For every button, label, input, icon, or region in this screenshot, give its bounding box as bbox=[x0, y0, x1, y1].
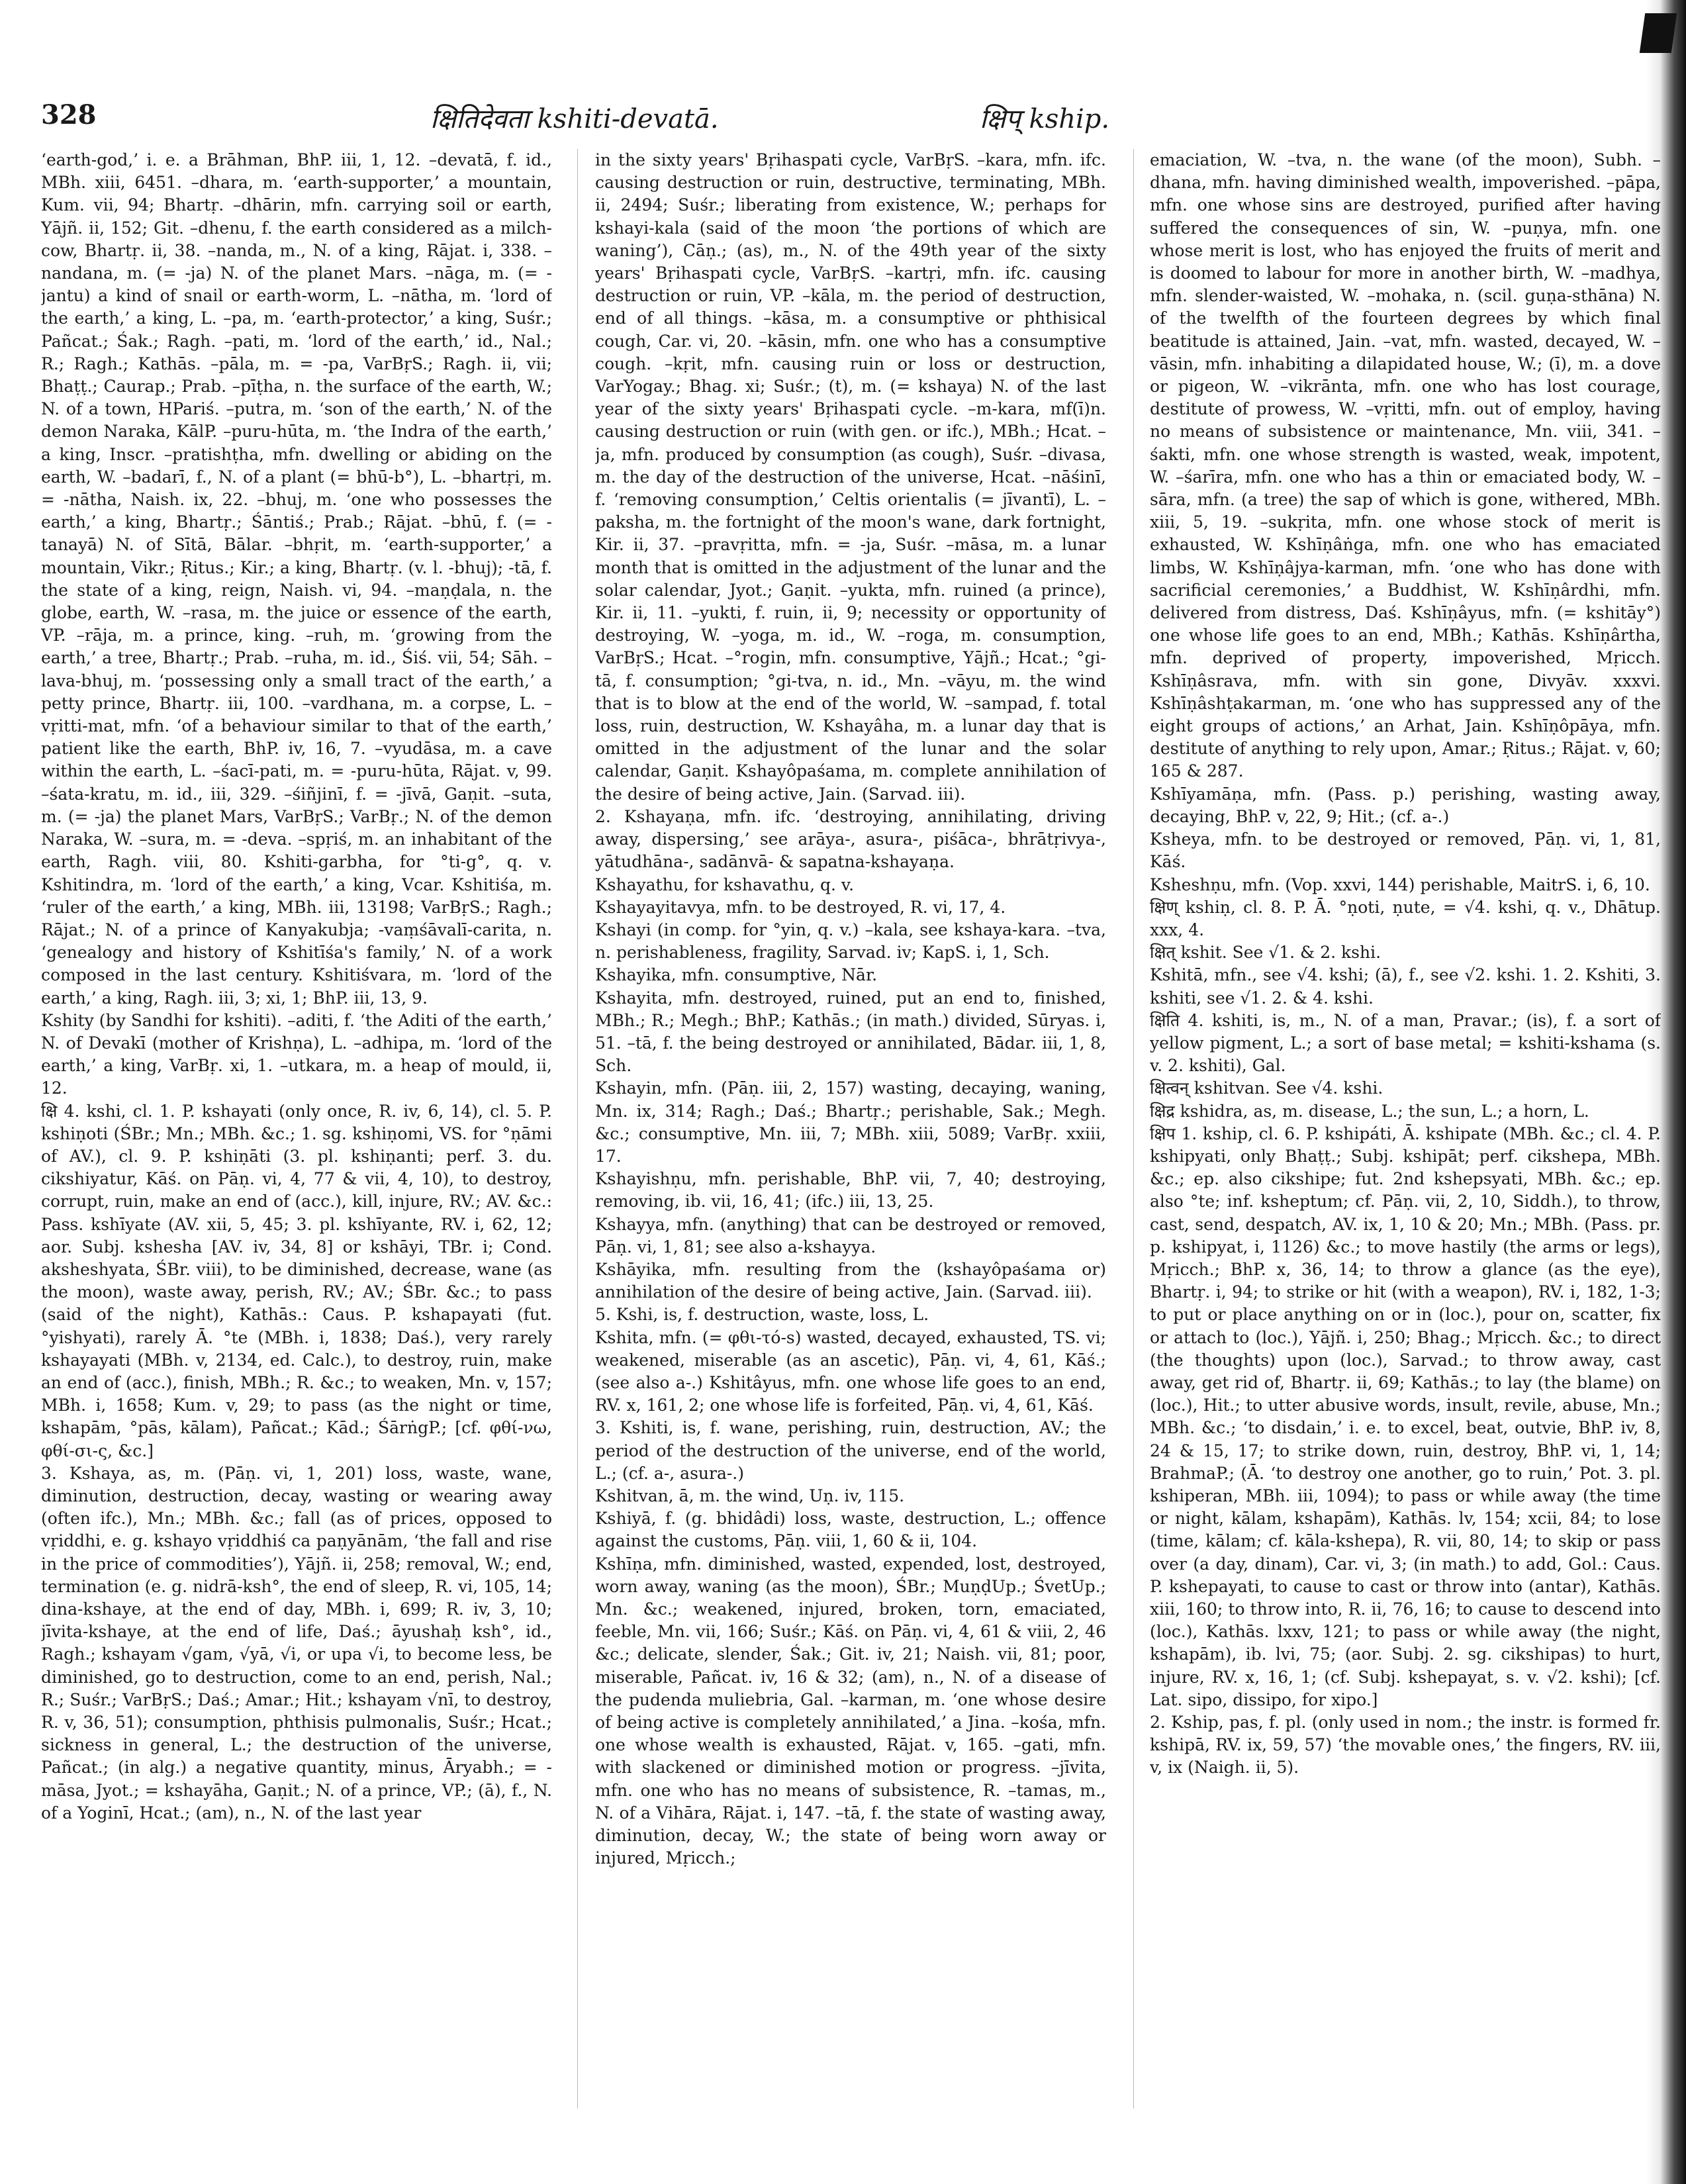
page-header bbox=[0, 99, 1686, 139]
dictionary-columns bbox=[41, 149, 1661, 2142]
right-running-headword: क्षिप् kship. bbox=[980, 104, 1110, 134]
page-number: 328 bbox=[41, 99, 97, 130]
dictionary-column-2: in the sixty years' Bṛihaspati cycle, VarBṛS. –kara, mfn. ifc. causing destruction or ruin, destructive, terminating, MBh. ii, 2494; Suśr.; liberating from existence, W.; perhaps for kshayi-kala (said of the moon ‘the portions of which are waning’), Cāṇ.; (as), m., N. of the 49th year of the sixty years' Bṛihaspati cycle, VarBṛS. –kartṛi, mfn. ifc. causing destruction or ruin, VP. –kāla, m. the period of destruction, end of all things. –kāsa, m. a consumptive or phthisical cough, Car. vi, 20. –kāsin, mfn. one who has a consumptive cough. –kṛit, mfn. causing ruin or loss or destruction, VarYogay.; Bhag. xi; Suśr.; (t), m. (= kshaya) N. of the last year of the sixty years' Bṛihaspati cycle. –m-kara, mf(ī)n. causing destruction or ruin (with gen. or ifc.), MBh.; Hcat. –ja, mfn. produced by consumption (as cough), Suśr. –divasa, m. the day of the destruction of the universe, Hcat. –nāśinī, f. ‘removing consumption,’ Celtis orientalis (= jīvantī), L. –paksha, m. the fortnight of the moon's wane, dark fortnight, Kir. ii, 37. –pravṛitta, mfn. = -ja, Suśr. –māsa, m. a lunar month that is omitted in the adjustment of the lunar and the solar calendar, Jyot.; Gaṇit. –yukta, mfn. ruined (a prince), Kir. ii, 11. –yukti, f. ruin, ii, 9; necessity or opportunity of destroying, W. –yoga, m. id., W. –roga, m. consumption, VarBṛS.; Hcat. –°rogin, mfn. consumptive, Yājñ.; Hcat.; °gi-tā, f. consumption; °gi-tva, n. id., Mn. –vāyu, m. the wind that is to blow at the end of the world, W. –sampad, f. total loss, ruin, destruction, W. Kshayâha, m. a lunar day that is omitted in the adjustment of the lunar and the solar calendar, Gaṇit. Kshayôpaśama, m. complete annihilation of the desire of being active, Jain. (Sarvad. iii). 2. Kshayaṇa, mfn. ifc. ‘destroying, annihilating, driving away, dispersing,’ see arāya-, asura-, piśāca-, bhrātṛivya-, yātudhāna-, sadānvā- & sapatna-kshayaṇa. Kshayathu, for kshavathu, q. v. Kshayayitavya, mfn. to be destroyed, R. vi, 17, 4. Kshayi (in comp. for °yin, q. v.) –kala, see kshaya-kara. –tva, n. perishableness, fragility, Sarvad. iv; KapS. i, 1, Sch. Kshayika, mfn. consumptive, Nār. Kshayita, mfn. destroyed, ruined, put an end to, finished, MBh.; R.; Megh.; BhP.; Kathās.; (in math.) divided, Sūryas. i, 51. –tā, f. the being destroyed or annihilated, Bādar. iii, 1, 8, Sch. Kshayin, mfn. (Pāṇ. iii, 2, 157) wasting, decaying, waning, Mn. ix, 314; Ragh.; Daś.; Bhartṛ.; perishable, Sak.; Megh. &c.; consumptive, Mn. iii, 7; MBh. xiii, 5089; VarBṛ. xxiii, 17. Kshayishṇu, mfn. perishable, BhP. vii, 7, 40; destroying, removing, ib. vii, 16, 41; (ifc.) iii, 13, 25. Kshayya, mfn. (anything) that can be destroyed or removed, Pāṇ. vi, 1, 81; see also a-kshayya. Kshāyika, mfn. resulting from the (kshayôpaśama or) annihilation of the desire of being active, Jain. (Sarvad. iii). 5. Kshi, is, f. destruction, waste, loss, L. Kshita, mfn. (= φθι-τό-s) wasted, decayed, exhausted, TS. vi; weakened, miserable (as an ascetic), Pāṇ. vi, 4, 61, Kāś.; (see also a-.) Kshitâyus, mfn. one whose life goes to an end, RV. x, 161, 2; one whose life is forfeited, Pāṇ. vi, 4, 61, Kāś. 3. Kshiti, is, f. wane, perishing, ruin, destruction, AV.; the period of the destruction of the universe, end of the world, L.; (cf. a-, asura-.) Kshitvan, ā, m. the wind, Uṇ. iv, 115. Kshiyā, f. (g. bhidâdi) loss, waste, destruction, L.; offence against the customs, Pāṇ. viii, 1, 60 & ii, 104. Kshīṇa, mfn. diminished, wasted, expended, lost, destroyed, worn away, waning (as the moon), ŚBr.; MuṇḍUp.; ŚvetUp.; Mn. &c.; weakened, injured, broken, torn, emaciated, feeble, Mn. vii, 166; Suśr.; Kāś. on Pāṇ. vi, 4, 61 & viii, 2, 46 &c.; delicate, slender, Śak.; Git. iv, 21; Naish. vii, 81; poor, miserable, Pañcat. iv, 16 & 32; (am), n., N. of a disease of the pudenda muliebria, Gal. –karman, m. ‘one whose desire of being active is completely annihilated,’ a Jina. –kośa, mfn. one whose wealth is exhausted, Rājat. v, 165. –gati, mfn. with slackened or diminished motion or progress. –jīvita, mfn. one who has no means of subsistence, R. –tamas, m., N. of a Vihāra, Rājat. i, 147. –tā, f. the state of wasting away, diminution, decay, W.; the state of being worn away or injured, Mṛicch.; bbox=[595, 150, 1106, 1868]
dictionary-column-1: ‘earth-god,’ i. e. a Brāhman, BhP. iii, 1, 12. –devatā, f. id., MBh. xiii, 6451. –dhara, m. ‘earth-supporter,’ a mountain, Kum. vii, 94; Bhartṛ. –dhārin, mfn. carrying soil or earth, Yājñ. ii, 152; Git. –dhenu, f. the earth considered as a milch-cow, Bhartṛ. ii, 38. –nanda, m., N. of a king, Rājat. i, 338. –nandana, m. (= -ja) N. of the planet Mars. –nāga, m. (= -jantu) a kind of snail or earth-worm, L. –nātha, m. ‘lord of the earth,’ a king, L. –pa, m. ‘earth-protector,’ a king, Suśr.; Pañcat.; Śak.; Ragh. –pati, m. ‘lord of the earth,’ id., Nal.; R.; Ragh.; Kathās. –pāla, m. = -pa, VarBṛS.; Ragh. ii, vii; Bhaṭṭ.; Caurap.; Prab. –pīṭha, n. the surface of the earth, W.; N. of a town, HPariś. –putra, m. ‘son of the earth,’ N. of the demon Naraka, KālP. –puru-hūta, m. ‘the Indra of the earth,’ a king, Inscr. –pratishṭha, mfn. dwelling or abiding on the earth, W. –badarī, f., N. of a plant (= bhū-b°), L. –bhartṛi, m. = -nātha, Naish. ix, 22. –bhuj, m. ‘one who possesses the earth,’ a king, Bhartṛ.; Śāntiś.; Prab.; Rājat. –bhū, f. (= -tanayā) N. of Sītā, Bālar. –bhṛit, m. ‘earth-supporter,’ a mountain, Vikr.; Ṛitus.; Kir.; a king, Bhartṛ. (v. l. -bhuj); -tā, f. the state of a king, reign, Naish. vi, 94. –maṇḍala, n. the globe, earth, W. –rasa, m. the juice or essence of the earth, VP. –rāja, m. a prince, king. –ruh, m. ‘growing from the earth,’ a tree, Bhartṛ.; Prab. –ruha, m. id., Śiś. vii, 54; Sāh. –lava-bhuj, m. ‘possessing only a small tract of the earth,’ a petty prince, Bhartṛ. iii, 100. –vardhana, m. a corpse, L. –vṛitti-mat, mfn. ‘of a behaviour similar to that of the earth,’ patient like the earth, BhP. iv, 16, 7. –vyudāsa, m. a cave within the earth, L. –śacī-pati, m. = -puru-hūta, Rājat. v, 99. –śata-kratu, m. id., iii, 329. –śiñjinī, f. = -jīvā, Gaṇit. –suta, m. (= -ja) the planet Mars, VarBṛS.; VarBṛ.; N. of the demon Naraka, W. –sura, m. = -deva. –spṛiś, m. an inhabitant of the earth, Ragh. viii, 80. Kshiti-garbha, for °ti-g°, q. v. Kshitindra, m. ‘lord of the earth,’ a king, Vcar. Kshitiśa, m. ‘ruler of the earth,’ a king, MBh. iii, 13198; VarBṛS.; Ragh.; Rājat.; N. of a prince of Kanyakubja; -vaṃśāvalī-carita, n. ‘genealogy and history of Kshitīśa's family,’ N. of a work composed in the last century. Kshitiśvara, m. ‘lord of the earth,’ a king, Ragh. iii, 3; xi, 1; BhP. iii, 13, 9. Kshity (by Sandhi for kshiti). –aditi, f. ‘the Aditi of the earth,’ N. of Devakī (mother of Krishṇa), L. –adhipa, m. ‘lord of the earth,’ a king, VarBṛ. xi, 1. –utkara, m. a heap of mould, ii, 12. क्षि 4. kshi, cl. 1. P. kshayati (only once, R. iv, 6, 14), cl. 5. P. kshiṇoti (ŚBr.; Mn.; MBh. &c.; 1. sg. kshiṇomi, VS. for °ṇāmi of AV.), cl. 9. P. kshiṇāti (3. pl. kshiṇanti; perf. 3. du. cikshiyatur, Kāś. on Pāṇ. vi, 4, 77 & vii, 4, 10), to destroy, corrupt, ruin, make an end of (acc.), kill, injure, RV.; AV. &c.: Pass. kshīyate (AV. xii, 5, 45; 3. pl. kshīyante, RV. i, 62, 12; aor. Subj. kshesha [AV. iv, 34, 8] or kshāyi, TBr. i; Cond. aksheshyata, ŚBr. viii), to be diminished, decrease, wane (as the moon), waste away, perish, RV.; AV.; ŚBr. &c.; to pass (said of the night), Kathās.: Caus. P. kshapayati (fut. °yishyati), rarely Ā. °te (MBh. i, 1838; Daś.), very rarely kshayayati (MBh. v, 2134, ed. Calc.), to destroy, ruin, make an end of (acc.), finish, MBh.; R. &c.; to weaken, Mn. v, 157; MBh. i, 1658; Kum. v, 29; to pass (as the night or time, kshapām, °pās, kālam), Pañcat.; Kād.; ŚārṅgP.; [cf. φθί-νω, φθί-σι-ς, &c.] 3. Kshaya, as, m. (Pāṇ. vi, 1, 201) loss, waste, wane, diminution, destruction, decay, wasting or wearing away (often ifc.), Mn.; MBh. &c.; fall (as of prices, opposed to vṛiddhi, e. g. kshayo vṛiddhiś ca paṇyānām, ‘the fall and rise in the price of commodities’), Yājñ. ii, 258; removal, W.; end, termination (e. g. nidrā-ksh°, the end of sleep, R. vi, 105, 14; dina-kshaye, at the end of day, MBh. i, 699; R. iv, 3, 10; jīvita-kshaye, at the end of life, Daś.; āyushaḥ ksh°, id., Ragh.; kshayam √gam, √yā, √i, or upa √i, to become less, be diminished, go to destruction, come to an end, perish, Nal.; R.; Suśr.; VarBṛS.; Daś.; Amar.; Hit.; kshayam √nī, to destroy, R. v, 36, 51); consumption, phthisis pulmonalis, Suśr.; Hcat.; sickness in general, L.; the destruction of the universe, Pañcat.; (in alg.) a negative quantity, minus, Āryabh.; = -māsa, Jyot.; = kshayāha, Gaṇit.; N. of a prince, VP.; (ā), f., N. of a Yoginī, Hcat.; (am), n., N. of the last year bbox=[41, 150, 552, 1823]
scan-edge-mark bbox=[1640, 13, 1677, 53]
left-running-headword: क्षितिदेवता kshiti-devatā. bbox=[430, 104, 719, 134]
dictionary-column-3: emaciation, W. –tva, n. the wane (of the moon), Subh. –dhana, mfn. having diminished wealth, impoverished. –pāpa, mfn. one whose sins are destroyed, purified after having suffered the consequences of sin, W. –puṇya, mfn. one whose merit is lost, who has enjoyed the fruits of merit and is doomed to labour for more in another birth, W. –madhya, mfn. slender-waisted, W. –mohaka, n. (scil. guṇa-sthāna) N. of the twelfth of the fourteen degrees by which final beatitude is attained, Jain. –vat, mfn. wasted, decayed, W. –vāsin, mfn. inhabiting a dilapidated house, W.; (ī), m. a dove or pigeon, W. –vikrānta, mfn. one who has lost courage, destitute of prowess, W. –vṛitti, mfn. out of employ, having no means of subsistence or maintenance, Mn. viii, 341. –śakti, mfn. one whose strength is wasted, weak, impotent, W. –śarīra, mfn. one who has a thin or emaciated body, W. –sāra, mfn. (a tree) the sap of which is gone, withered, MBh. xiii, 5, 19. –sukṛita, mfn. one whose stock of merit is exhausted, W. Kshīṇâṅga, mfn. one who has emaciated limbs, W. Kshīṇâjya-karman, mfn. ‘one who has done with sacrificial ceremonies,’ a Buddhist, W. Kshīṇârdhi, mfn. delivered from distress, Daś. Kshīṇâyus, mfn. (= kshitāy°) one whose life goes to an end, MBh.; Kathās. Kshīṇârtha, mfn. deprived of property, impoverished, Mṛicch. Kshīṇâsrava, mfn. with sin gone, Divyāv. xxxvi. Kshīṇâshṭakarman, m. ‘one who has suppressed any of the eight groups of actions,’ an Arhat, Jain. Kshīṇôpāya, mfn. destitute of anything to rely upon, Amar.; Ṛitus.; Rājat. v, 60; 165 & 287. Kshīyamāṇa, mfn. (Pass. p.) perishing, wasting away, decaying, BhP. v, 22, 9; Hit.; (cf. a-.) Ksheya, mfn. to be destroyed or removed, Pāṇ. vi, 1, 81, Kāś. Ksheshṇu, mfn. (Vop. xxvi, 144) perishable, MaitrS. i, 6, 10. क्षिण् kshiṇ, cl. 8. P. Ā. °ṇoti, ṇute, = √4. kshi, q. v., Dhātup. xxx, 4. क्षित् kshit. See √1. & 2. kshi. Kshitā, mfn., see √4. kshi; (ā), f., see √2. kshi. 1. 2. Kshiti, 3. kshiti, see √1. 2. & 4. kshi. क्षिति 4. kshiti, is, m., N. of a man, Pravar.; (is), f. a sort of yellow pigment, L.; a sort of base metal; = kshiti-kshama (s. v. 2. kshiti), Gal. क्षित्वन् kshitvan. See √4. kshi. क्षिद्र kshidra, as, m. disease, L.; the sun, L.; a horn, L. क्षिप 1. kship, cl. 6. P. kshipáti, Ā. kshipate (MBh. &c.; cl. 4. P. kshipyati, only Bhaṭṭ.; Subj. kshipāt; perf. cikshepa, MBh. &c.; ep. also cikshipe; fut. 2nd kshepsyati, MBh. &c.; ep. also °te; inf. ksheptum; cf. Pāṇ. vii, 2, 10, Siddh.), to throw, cast, send, despatch, AV. ix, 1, 10 & 20; Mn.; MBh. (Pass. pr. p. kshipyat, i, 1126) &c.; to move hastily (the arms or legs), Mṛicch.; BhP. x, 36, 14; to throw a glance (as the eye), Bhartṛ. i, 94; to strike or hit (with a weapon), RV. i, 182, 1-3; to put or place anything on or in (loc.), pour on, scatter, fix or attach to (loc.), Yājñ. i, 250; Bhag.; Mṛicch. &c.; to direct (the thoughts) upon (loc.), Sarvad.; to throw away, cast away, get rid of, Bhartṛ. ii, 69; Kathās.; to lay (the blame) on (loc.), Hit.; to utter abusive words, insult, revile, abuse, Mn.; MBh. &c.; ‘to disdain,’ i. e. to excel, beat, outvie, BhP. iv, 8, 24 & 15, 17; to strike down, ruin, destroy, BhP. vi, 1, 14; BrahmaP.; (Ā. ‘to destroy one another, go to ruin,’ Pot. 3. pl. kshiperan, MBh. iii, 1094); to pass or while away (the time or night, kālam, kshapām), Kathās. lv, 154; xcii, 84; to lose (time, kālam; cf. kāla-kshepa), R. vii, 80, 14; to skip or pass over (a day, dinam), Car. vi, 3; (in math.) to add, Gol.: Caus. P. kshepayati, to cause to cast or throw into (antar), Kathās. xiii, 160; to throw into, R. ii, 76, 16; to cause to descend into (loc.), Kathās. lxxv, 121; to pass or while away (the night, kshapām), ib. lvi, 75; (aor. Subj. 2. sg. cikshipas) to hurt, injure, RV. x, 16, 1; (cf. Subj. kshepayat, s. v. √2. kshi); [cf. Lat. sipo, dissipo, for xipo.] 2. Kship, pas, f. pl. (only used in nom.; the instr. is formed fr. kshipā, RV. ix, 59, 57) ‘the movable ones,’ the fingers, RV. iii, v, ix (Naigh. ii, 5). bbox=[1150, 150, 1661, 1778]
